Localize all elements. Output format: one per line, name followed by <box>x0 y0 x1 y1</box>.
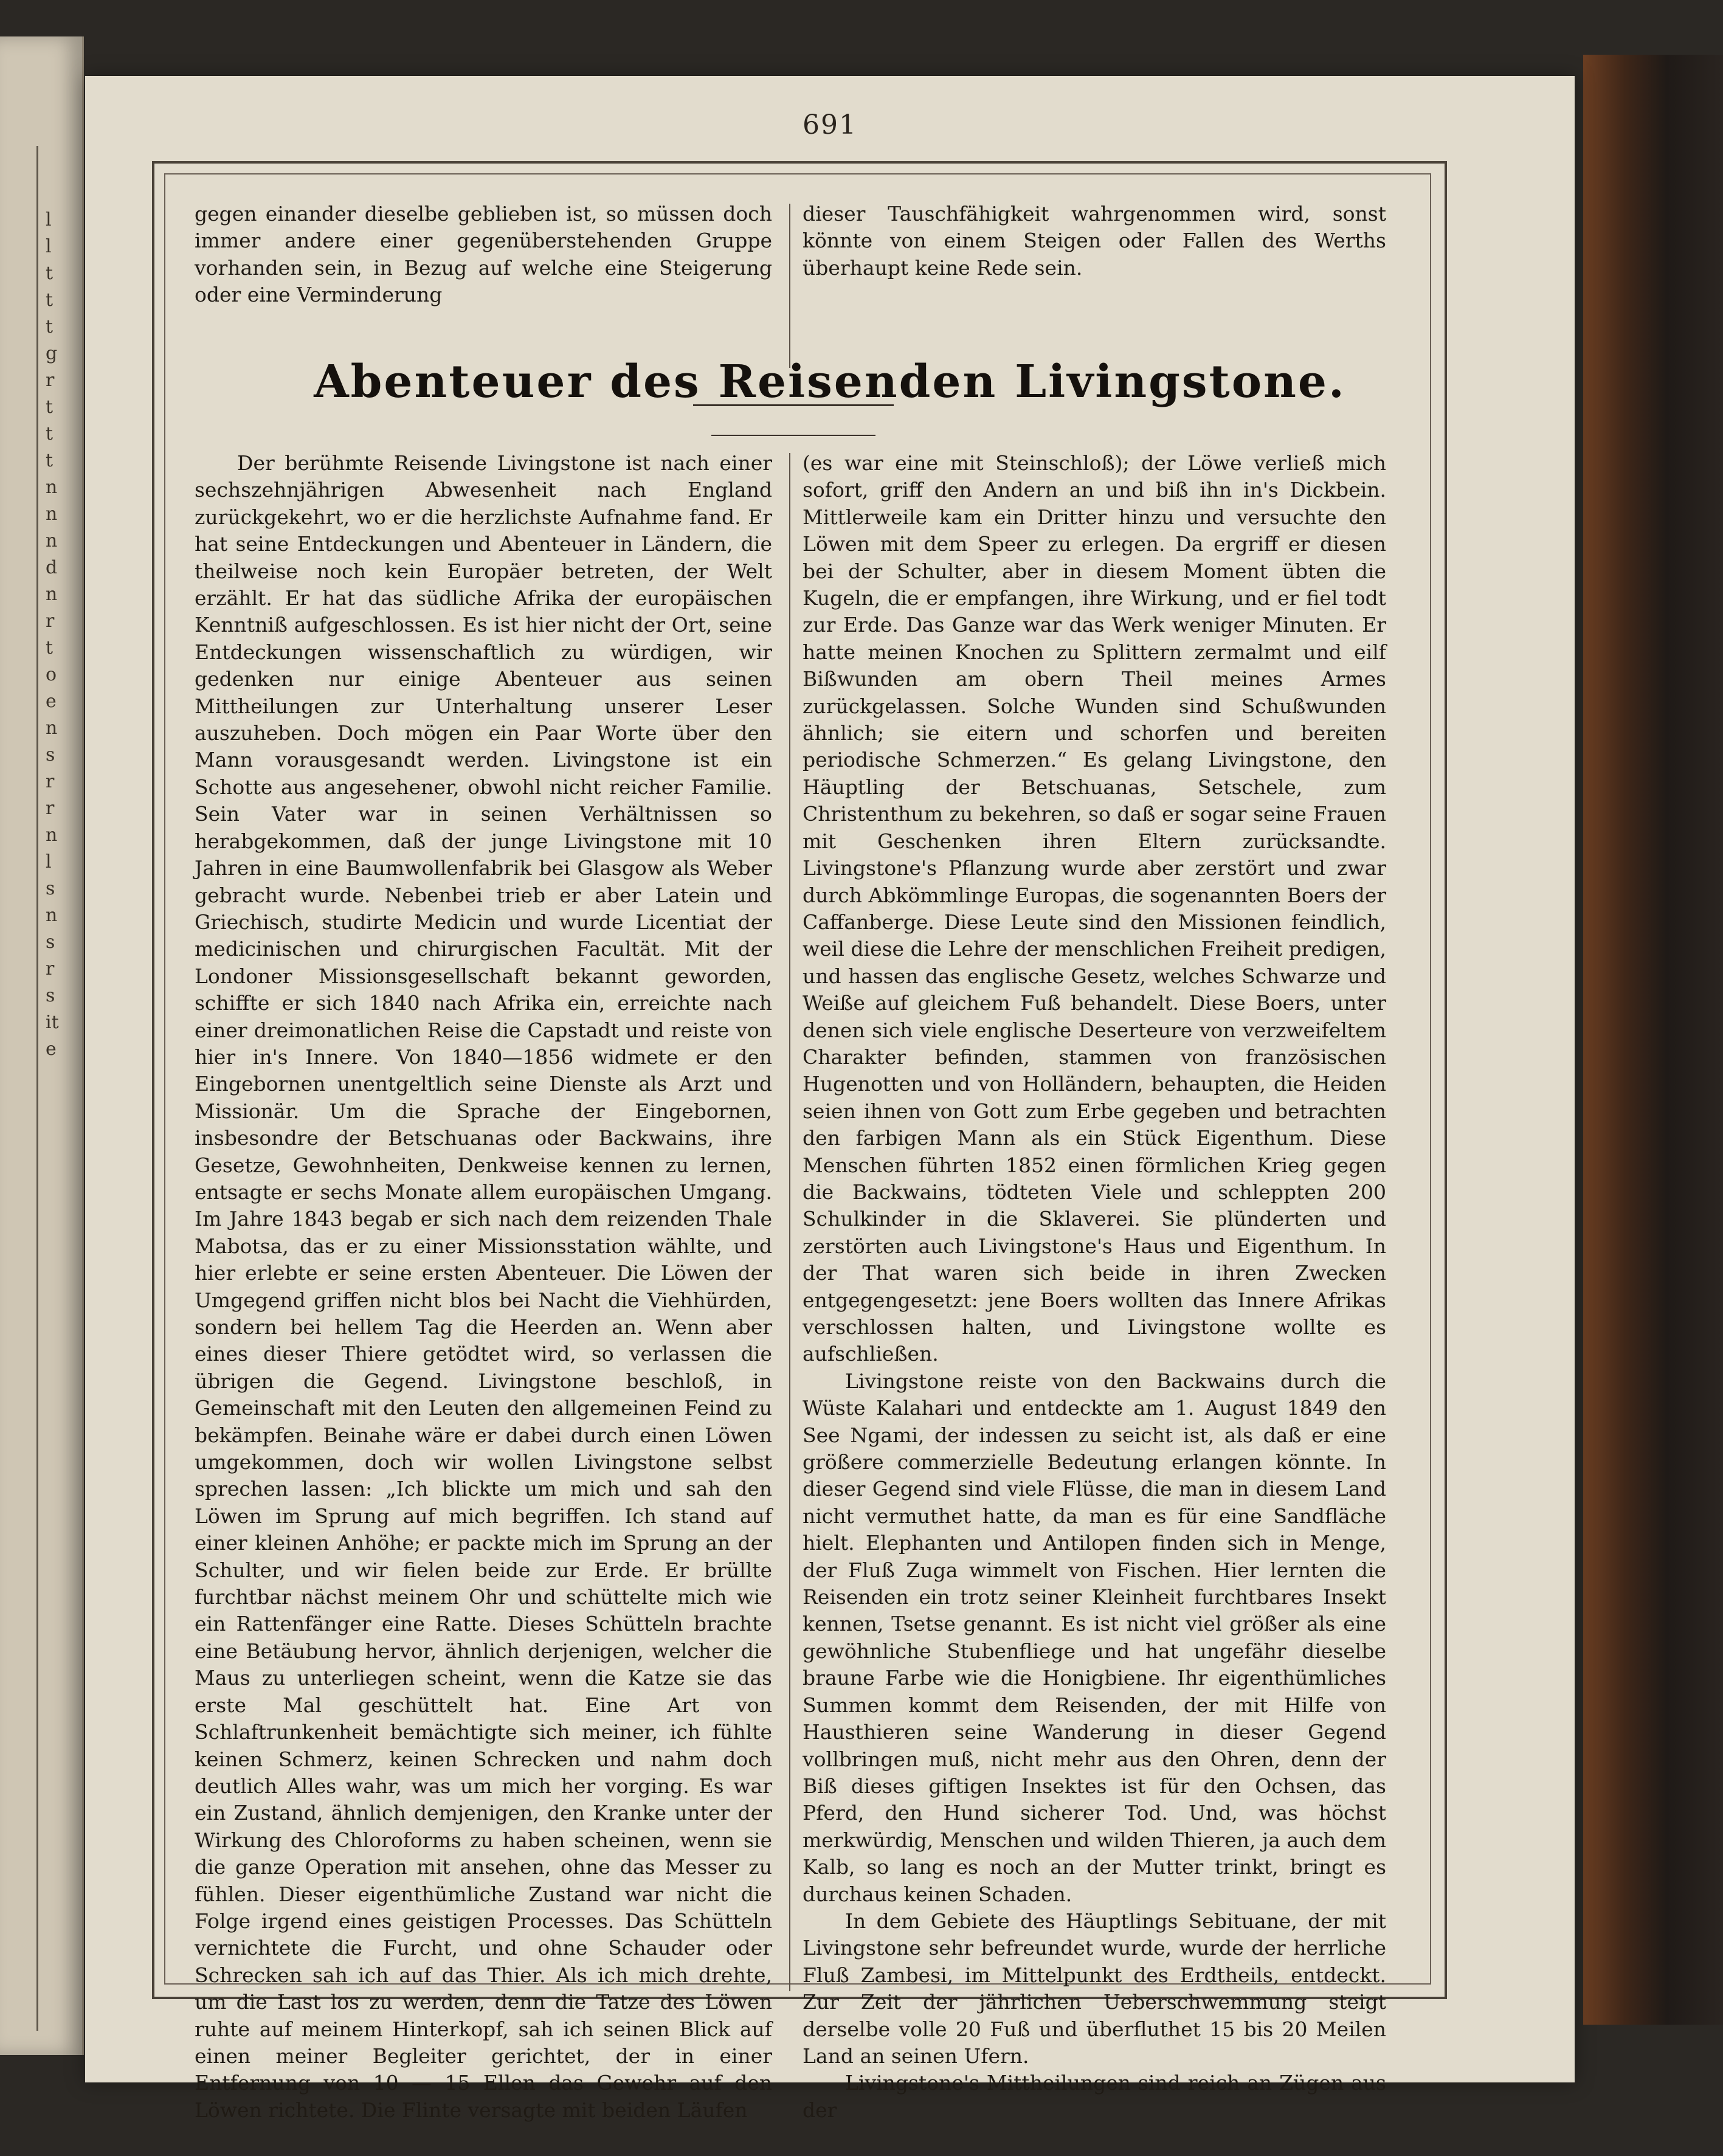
previous-page-fragment: it <box>46 1012 59 1033</box>
previous-article-right-column <box>803 201 1386 282</box>
previous-page-fragment: r <box>46 771 55 792</box>
previous-page-fragment: t <box>46 423 54 444</box>
page-number: 691 <box>803 109 857 140</box>
previous-page-rule <box>24 146 38 2031</box>
previous-page-fragment: n <box>46 824 58 846</box>
previous-page-fragment: t <box>46 316 54 337</box>
column-divider-top <box>789 204 790 368</box>
previous-page-edge <box>0 36 84 2055</box>
previous-page-fragment: r <box>46 958 55 980</box>
previous-page-fragment: d <box>46 557 58 578</box>
previous-page-fragment: o <box>46 664 57 685</box>
previous-page-fragment: s <box>46 744 55 765</box>
previous-page-fragment: e <box>46 691 57 712</box>
book-page <box>85 76 1575 2122</box>
article-paragraph: (es war eine mit Steinschloß); der Löwe verließ mich sofort, griff den Andern an und biß ihn in's Dickbein. Mittlerweile kam ein Dritter hinzu und versuchte den Löwen mit dem Speer zu erlegen. Da ergriff er diesen bei der Schulter, aber in diesem Moment übten die Kugeln, die er empfangen, ihre Wirkung, und er fiel todt zur Erde. Das Ganze war das Werk weniger Minuten. Er hatte meinen Knochen zu Splittern zermalmt und eilf Bißwunden am obern Theil meines Armes zurückgelassen. Solche Wunden sind Schußwunden ähnlich; sie eitern und schorfen und bereiten periodische Schmerzen.“ Es gelang Livingstone, den Häuptling der Betschuanas, Setschele, zum Christenthum zu bekehren, so daß er sogar seine Frauen mit Geschenken ihren Eltern zurücksandte. Livingstone's Pflanzung wurde aber zerstört und zwar durch Abkömmlinge Europas, die sogenannten Boers der Caffanberge. Diese Leute sind den Missionen feindlich, weil diese die Lehre der menschlichen Freiheit predigen, und hassen das englische Gesetz, welches Schwarze und Weiße auf gleichem Fuß behandelt. Diese Boers, unter denen sich viele englische Deserteure von verzweifeltem Charakter befinden, stammen von französischen Hugenotten und von Holländern, behaupten, die Heiden seien ihnen von Gott zum Erbe gegeben und betrachten den farbigen Mann als ein Stück Eigenthum. Diese Menschen führten 1852 einen förmlichen Krieg gegen die Backwains, tödteten Viele und schleppten 200 Schulkinder in die Sklaverei. Sie plünderten und zerstörten auch Livingstone's Haus und Eigenthum. In der That waren sich beide in ihren Zwecken entgegengesetzt: jene Boers wollten das Innere Afrikas verschlossen halten, und Livingstone wollte es aufschließen. <box>803 451 1386 1366</box>
previous-page-fragment: s <box>46 931 55 953</box>
article-right-column <box>803 450 1386 2124</box>
previous-page-fragment: n <box>46 717 58 739</box>
previous-page-fragment: r <box>46 370 55 391</box>
article-title: Abenteuer des Reisenden Livingstone. <box>314 356 1346 408</box>
previous-page-fragment: s <box>46 878 55 899</box>
previous-page-fragment: s <box>46 985 55 1006</box>
title-underline <box>711 435 875 436</box>
previous-page-fragment: l <box>46 851 52 872</box>
previous-page-fragment: g <box>46 343 58 364</box>
article-paragraph: Livingstone reiste von den Backwains durch die Wüste Kalahari und entdeckte am 1. August 1849 den See Ngami, der indessen zu seicht ist, als daß er eine größere commerzielle Bedeutung erlangen könnte. In dieser Gegend sind viele Flüsse, die man in diesem Land nicht vermuthet hatte, da man es für eine Sandfläche hielt. Elephanten und Antilopen finden sich in Menge, der Fluß Zuga wimmelt von Fischen. Hier lernten die Reisenden ein trotz seiner Kleinheit furchtbares Insekt kennen, Tsetse genannt. Es ist nicht viel größer als eine gewöhnliche Stubenfliege und hat ungefähr dieselbe braune Farbe wie die Honigbiene. Ihr eigenthümliches Summen kommt dem Reisenden, der mit Hilfe von Hausthieren seine Wanderung in dieser Gegend vollbringen muß, nicht mehr aus den Ohren, denn der Biß dieses giftigen Insektes ist für den Ochsen, das Pferd, den Hund sicherer Tod. Und, was höchst merkwürdig, Menschen und wilden Thieren, ja auch dem Kalb, so lang es noch an der Mutter trinkt, bringt es durchaus keinen Schaden. <box>803 1369 1386 1906</box>
previous-page-fragment: n <box>46 503 58 525</box>
previous-page-fragment: n <box>46 530 58 551</box>
previous-page-fragment: r <box>46 610 55 632</box>
previous-page-fragment: t <box>46 450 54 471</box>
previous-page-fragment: t <box>46 289 54 311</box>
previous-page-fragment: t <box>46 637 54 658</box>
previous-page-fragment: l <box>46 236 52 257</box>
previous-page-fragment: n <box>46 477 58 498</box>
previous-article-left-column <box>195 201 772 309</box>
previous-page-fragment: l <box>46 209 52 230</box>
previous-page-fragment: e <box>46 1038 57 1060</box>
previous-page-fragment: t <box>46 396 54 418</box>
article-paragraph: Der berühmte Reisende Livingstone ist nach einer sechszehnjährigen Abwesenheit nach England zurückgekehrt, wo er die herzlichste Aufnahme fand. Er hat seine Entdeckungen und Abenteuer in Ländern, die theilweise noch kein Europäer betreten, der Welt erzählt. Er hat das südliche Afrika der europäischen Kenntniß aufgeschlossen. Es ist hier nicht der Ort, seine Entdeckungen wissenschaftlich zu würdigen, wir gedenken nur einige Abenteuer aus seinen Mittheilungen zur Unterhaltung unserer Leser auszuheben. Doch mögen ein Paar Worte über den Mann vorausgesandt werden. Livingstone ist ein Schotte aus angesehener, obwohl nicht reicher Familie. Sein Vater war in seinen Verhältnissen so herabgekommen, daß der junge Livingstone mit 10 Jahren in eine Baumwollenfabrik bei Glasgow als Weber gebracht wurde. Nebenbei trieb er aber Latein und Griechisch, studirte Medicin und wurde Licentiat der medicinischen und chirurgischen Facultät. Mit der Londoner Missionsgesellschaft bekannt geworden, schiffte er sich 1840 nach Afrika ein, erreichte nach einer dreimonatlichen Reise die Capstadt und reiste von hier in's Innere. Von 1840—1856 widmete er den Eingebornen unentgeltlich seine Dienste als Arzt und Missionär. Um die Sprache der Eingebornen, insbesondre der Betschuanas oder Backwains, ihre Gesetze, Gewohnheiten, Denkweise kennen zu lernen, entsagte er sechs Monate allem europäischen Umgang. Im Jahre 1843 begab er sich nach dem reizenden Thale Mabotsa, das er zu einer Missionsstation wählte, und hier erlebte er seine ersten Abenteuer. Die Löwen der Umgegend griffen nicht blos bei Nacht die Viehhürden, sondern bei hellem Tag die Heerden an. Wenn aber eines dieser Thiere getödtet wird, so verlassen die übrigen die Gegend. Livingstone beschloß, in Gemeinschaft mit den Leuten den allgemeinen Feind zu bekämpfen. Beinahe wäre er dabei durch einen Löwen umgekommen, doch wir wollen Livingstone selbst sprechen lassen: „Ich blickte um mich und sah den Löwen im Sprung auf mich begriffen. Ich stand auf einer kleinen Anhöhe; er packte mich im Sprung an der Schulter, und wir fielen beide zur Erde. Er brüllte furchtbar nächst meinem Ohr und schüttelte mich wie ein Rattenfänger eine Ratte. Dieses Schütteln brachte eine Betäubung hervor, ähnlich derjenigen, welcher die Maus zu unterliegen scheint, wenn die Katze sie das erste Mal geschüttelt hat. Eine Art von Schlaftrunkenheit bemächtigte sich meiner, ich fühlte keinen Schmerz, keinen Schrecken und nahm doch deutlich Alles wahr, was um mich her vorging. Es war ein Zustand, ähnlich demjenigen, den Kranke unter der Wirkung des Chloroforms zu haben scheinen, wenn sie die ganze Operation mit ansehen, ohne das Messer zu fühlen. Dieser eigenthümliche Zustand war nicht die Folge irgend eines geistigen Processes. Das Schütteln vernichtete die Furcht, und ohne Schauder oder Schrecken sah ich auf das Thier. Als ich mich drehte, um die Last los zu werden, denn die Tatze des Löwen ruhte auf meinem Hinterkopf, sah ich seinen Blick auf einen meiner Begleiter gerichtet, der in einer Entfernung von 10 — 15 Ellen das Gewehr auf den Löwen richtete. Die Flinte versagte mit beiden Läufen <box>195 451 772 2122</box>
article-paragraph: In dem Gebiete des Häuptlings Sebituane, der mit Livingstone sehr befreundet wurde, wurde der herrliche Fluß Zambesi, im Mittelpunkt des Erdtheils, entdeckt. Zur Zeit der jährlichen Ueberschwemmung steigt derselbe volle 20 Fuß und überfluthet 15 bis 20 Meilen Land an seinen Ufern. <box>803 1909 1386 2068</box>
book-binding <box>1583 55 1723 2025</box>
previous-article-left-text: gegen einander dieselbe geblieben ist, so müssen doch immer andere einer gegenüberstehenden Gruppe vorhanden sein, in Bezug auf welche eine Steigerung oder eine Verminderung <box>195 202 772 307</box>
article-left-column <box>195 450 772 2124</box>
article-paragraph: Livingstone's Mittheilungen sind reich an Zügen aus der <box>803 2071 1386 2122</box>
previous-article-right-text: dieser Tauschfähigkeit wahrgenommen wird, sonst könnte von einem Steigen oder Fallen des Werths überhaupt keine Rede sein. <box>803 202 1386 280</box>
previous-page-fragment: n <box>46 905 58 926</box>
previous-page-fragment: t <box>46 263 54 284</box>
column-divider-body <box>789 453 790 1991</box>
previous-page-fragment: r <box>46 798 55 819</box>
previous-page-text-fragments <box>46 207 79 1063</box>
previous-page-fragment: n <box>46 584 58 605</box>
